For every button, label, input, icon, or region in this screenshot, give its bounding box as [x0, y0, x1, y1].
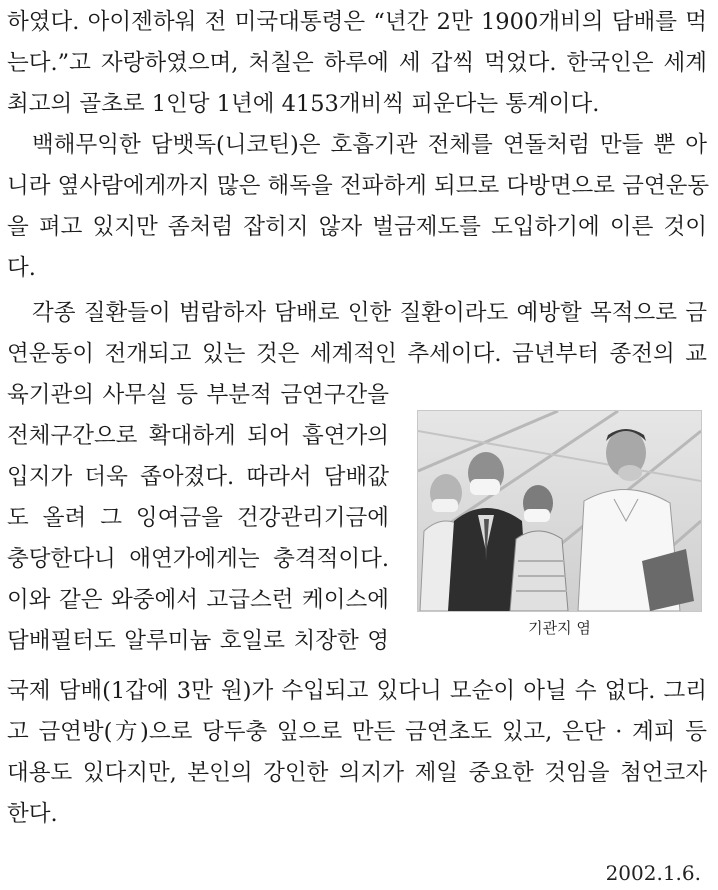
article-line-13: 도 올려 그 잉여금을 건강관리기금에 [7, 505, 389, 531]
figure-caption: 기관지 염 [528, 619, 591, 637]
article-line-19: 대용도 있다지만, 본인의 강인한 의지가 제일 중요한 것임을 첨언코자 [7, 760, 707, 786]
bronchitis-photo [417, 410, 702, 612]
article-line-18: 고 금연방(方)으로 당두충 잎으로 만든 금연초도 있고, 은단 · 계피 등 [7, 719, 707, 745]
article-line-16: 담배필터도 알루미늄 호일로 치장한 영 [7, 628, 389, 654]
article-line-17: 국제 담배(1갑에 3만 원)가 수입되고 있다니 모순이 아닐 수 없다. 그리 [7, 678, 707, 704]
article-line-5: 니라 옆사람에게까지 많은 해독을 전파하게 되므로 다방면으로 금연운동 [7, 173, 710, 199]
article-line-15: 이와 같은 와중에서 고급스런 케이스에 [7, 587, 389, 613]
publication-date: 2002.1.6. [605, 861, 701, 885]
article-line-1: 하였다. 아이젠하워 전 미국대통령은 “년간 2만 1900개비의 담배를 먹 [7, 9, 707, 35]
article-line-10: 육기관의 사무실 등 부분적 금연구간을 [7, 382, 389, 408]
article-line-11: 전체구간으로 확대하게 되어 흡연가의 [7, 423, 389, 449]
article-line-20: 한다. [7, 801, 58, 827]
article-line-14: 충당한다니 애연가에게는 충격적이다. [7, 546, 389, 572]
article-line-4: 백해무익한 담뱃독(니코틴)은 호흡기관 전체를 연돌처럼 만들 뿐 아 [32, 132, 707, 158]
article-line-2: 는다.”고 자랑하였으며, 처칠은 하루에 세 갑씩 먹었다. 한국인은 세계 [7, 50, 707, 76]
article-line-8: 각종 질환들이 범람하자 담배로 인한 질환이라도 예방할 목적으로 금 [32, 300, 707, 326]
article-line-3: 최고의 골초로 1인당 1년에 4153개비씩 피운다는 통계이다. [7, 91, 600, 117]
article-line-12: 입지가 더욱 좁아졌다. 따라서 담배값 [7, 464, 389, 490]
article-line-9: 연운동이 전개되고 있는 것은 세계적인 추세이다. 금년부터 종전의 교 [7, 341, 707, 367]
article-line-6: 을 펴고 있지만 좀처럼 잡히지 않자 벌금제도를 도입하기에 이른 것이 [7, 214, 707, 240]
article-line-7: 다. [7, 255, 36, 281]
